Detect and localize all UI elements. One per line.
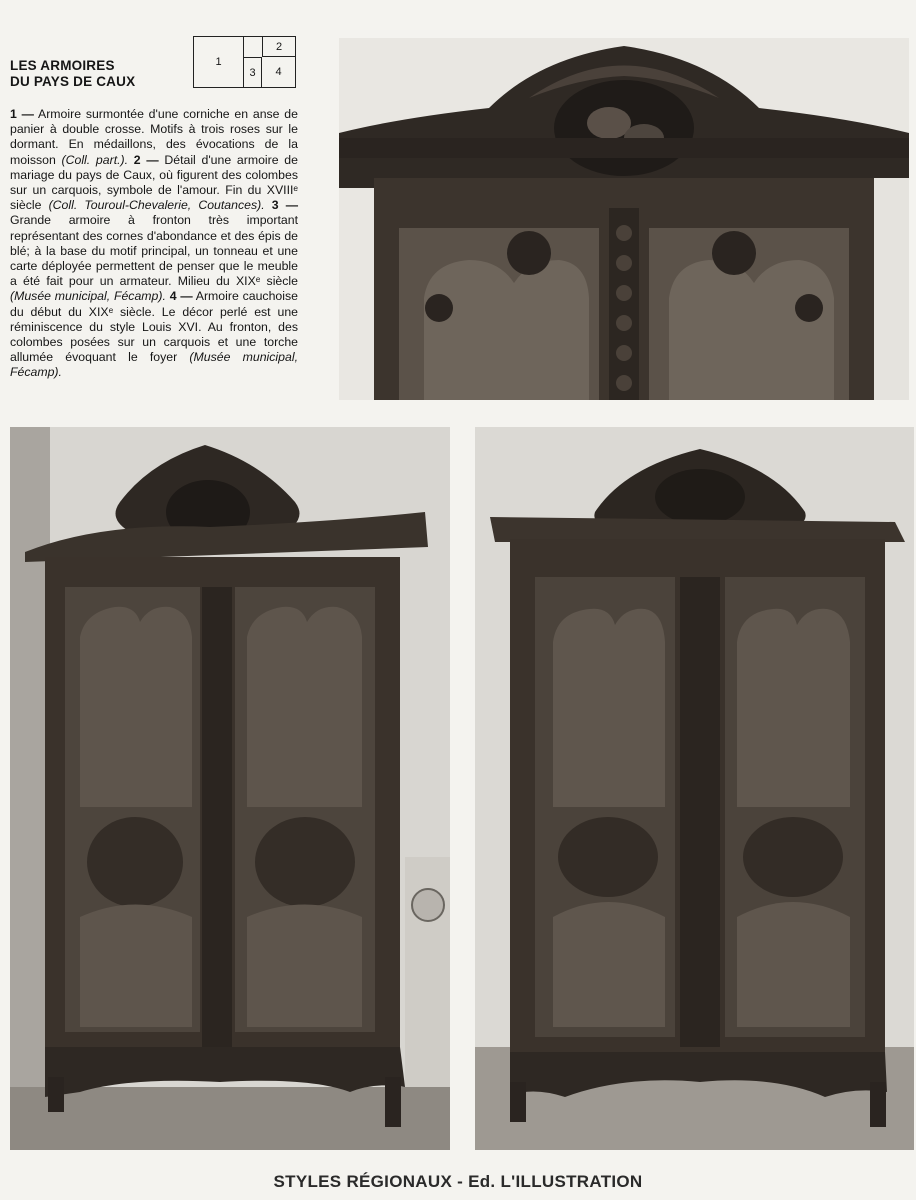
page-title: [10, 58, 135, 90]
caption-text: Détail d'une armoire de mariage du pays de Caux, où figurent des colombes sur un carquois, symbole de l'amour. Fin du XVIIIᵉ siècle: [10, 152, 298, 213]
figure-layout-key: [193, 36, 296, 88]
figure-captions: [10, 107, 298, 381]
caption-reference: (Coll. Touroul-Chevalerie, Coutances).: [48, 198, 265, 213]
caption-text: Armoire surmontée d'une corniche en anse de panier à double crosse. Motifs à trois roses sur le dormant. En médaillons, des évocations de la moisson: [10, 107, 298, 167]
caption-reference: (Coll. part.).: [61, 152, 129, 167]
caption-text: Grande armoire à fronton très important représentant des cornes d'abondance et des épis de blé; à la base du motif principal, un tonneau et une carte déployée permettent de penser que le meuble a été fait pour un armateur. Milieu du XIXᵉ siècle: [10, 213, 298, 289]
photo-armoire-cauchoise: [475, 427, 914, 1150]
figure-key-cell-4: 4: [275, 66, 282, 78]
photo-armoire-grande: [10, 427, 450, 1150]
caption-text: Armoire cauchoise du début du XIXᵉ siècle. Le décor perlé est une réminiscence du style Louis XVI. Au fronton, des colombes posées sur un carquois et une torche allumée évoquant le foyer: [10, 289, 298, 365]
caption-number: 4 —: [169, 289, 193, 304]
caption-3: [10, 198, 298, 303]
page-title-line-1: LES ARMOIRES: [10, 58, 115, 73]
caption-reference: (Musée municipal, Fécamp).: [10, 289, 166, 304]
page-title-line-2: DU PAYS DE CAUX: [10, 74, 136, 89]
caption-number: 2 —: [133, 152, 159, 167]
armoire-grande-image: [10, 427, 450, 1150]
figure-key-cell-2: 2: [262, 37, 295, 57]
armoire-detail-image: [339, 38, 909, 400]
photo-armoire-detail: [339, 38, 909, 400]
figure-key-cell-3: 3: [244, 57, 262, 87]
caption-number: 1 —: [10, 107, 34, 121]
armoire-cauchoise-image: [475, 427, 914, 1150]
caption-number: 3 —: [271, 198, 298, 213]
figure-key-cell-1: 1: [194, 37, 244, 87]
page-footer: STYLES RÉGIONAUX - Ed. L'ILLUSTRATION: [273, 1172, 643, 1191]
caption-reference: (Musée municipal, Fécamp).: [10, 350, 298, 380]
